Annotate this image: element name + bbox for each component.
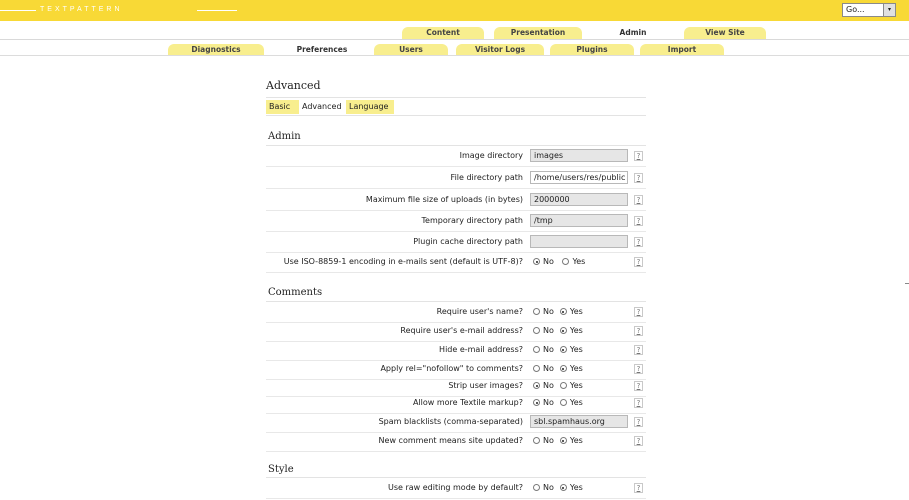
pref-label: Require user's e-mail address? xyxy=(400,326,523,335)
help-icon[interactable]: ? xyxy=(634,195,643,205)
temp-directory-field[interactable]: /tmp xyxy=(530,214,628,227)
radio-no[interactable] xyxy=(533,382,540,389)
pref-label: New comment means site updated? xyxy=(378,436,523,445)
section-title-style: Style xyxy=(268,464,294,475)
divider xyxy=(266,477,646,478)
tab-content[interactable]: Content xyxy=(402,27,484,39)
pref-tab-basic[interactable]: Basic xyxy=(266,100,299,114)
pref-row-temp-directory xyxy=(266,212,646,232)
pref-row-file-directory xyxy=(266,169,646,189)
radio-no[interactable] xyxy=(533,437,540,444)
brand-line-left xyxy=(0,10,36,11)
help-icon[interactable]: ? xyxy=(634,173,643,183)
pref-row-hide-email: Hide e-mail address? No Yes ? xyxy=(266,341,646,361)
divider xyxy=(266,115,646,116)
tab-users[interactable]: Users xyxy=(374,44,448,55)
pref-row-textile-markup: Allow more Textile markup? No Yes ? xyxy=(266,394,646,414)
radio-no[interactable] xyxy=(533,399,540,406)
help-icon[interactable]: ? xyxy=(634,417,643,427)
pref-row-require-email: Require user's e-mail address? No Yes ? xyxy=(266,322,646,342)
help-icon[interactable]: ? xyxy=(634,326,643,336)
plugin-cache-field[interactable] xyxy=(530,235,628,248)
help-icon[interactable]: ? xyxy=(634,237,643,247)
help-icon[interactable]: ? xyxy=(634,216,643,226)
pref-row-strip-images: Strip user images? No Yes ? xyxy=(266,377,646,397)
tab-presentation[interactable]: Presentation xyxy=(494,27,582,39)
radio-yes[interactable] xyxy=(560,365,567,372)
tab-visitor-logs[interactable]: Visitor Logs xyxy=(456,44,544,55)
radio-yes[interactable] xyxy=(560,399,567,406)
help-icon[interactable]: ? xyxy=(634,381,643,391)
brand-line-right xyxy=(197,10,237,11)
pref-row-require-name: Require user's name? No Yes ? xyxy=(266,303,646,323)
radio-no[interactable] xyxy=(533,308,540,315)
pref-row-nofollow: Apply rel="nofollow" to comments? No Yes ? xyxy=(266,360,646,380)
tab-admin[interactable]: Admin xyxy=(592,27,674,39)
pref-row-iso-encoding: Use ISO-8859-1 encoding in e-mails sent (default is UTF-8)? No Yes ? xyxy=(266,253,646,273)
pref-label: Apply rel="nofollow" to comments? xyxy=(380,364,523,373)
help-icon[interactable]: ? xyxy=(634,436,643,446)
help-icon[interactable]: ? xyxy=(634,307,643,317)
pref-label: Maximum file size of uploads (in bytes) xyxy=(365,195,523,204)
divider xyxy=(266,301,646,302)
pref-label: Use ISO-8859-1 encoding in e-mails sent (default is UTF-8)? xyxy=(283,257,523,266)
help-icon[interactable]: ? xyxy=(634,151,643,161)
pref-label: Require user's name? xyxy=(436,307,523,316)
radio-yes[interactable] xyxy=(560,437,567,444)
section-title-comments: Comments xyxy=(268,287,323,298)
radio-yes[interactable] xyxy=(560,484,567,491)
go-select[interactable] xyxy=(842,3,896,17)
section-title-admin: Admin xyxy=(268,131,301,142)
image-directory-field[interactable]: images xyxy=(530,149,628,162)
radio-no[interactable] xyxy=(533,484,540,491)
radio-no[interactable] xyxy=(533,365,540,372)
pref-label: Plugin cache directory path xyxy=(413,237,523,246)
pref-label: File directory path xyxy=(450,173,523,182)
pref-tab-language[interactable]: Language xyxy=(346,100,394,114)
page-title: Advanced xyxy=(266,79,321,92)
go-select-value: Go... xyxy=(846,5,865,14)
scrollbar-marker xyxy=(905,283,909,284)
divider xyxy=(266,145,646,146)
pref-label: Use raw editing mode by default? xyxy=(387,483,523,492)
radio-yes[interactable] xyxy=(560,382,567,389)
tab-import[interactable]: Import xyxy=(640,44,724,55)
pref-label: Allow more Textile markup? xyxy=(412,398,523,407)
pref-label: Spam blacklists (comma-separated) xyxy=(378,417,523,426)
file-directory-field[interactable]: /home/users/res/public xyxy=(530,171,628,184)
brand-logo: TEXTPATTERN xyxy=(40,6,123,13)
radio-yes[interactable] xyxy=(560,346,567,353)
help-icon[interactable]: ? xyxy=(634,483,643,493)
help-icon[interactable]: ? xyxy=(634,398,643,408)
sub-tab-bar xyxy=(0,40,909,56)
radio-yes[interactable] xyxy=(560,327,567,334)
radio-yes[interactable] xyxy=(560,308,567,315)
pref-row-plugin-cache xyxy=(266,233,646,253)
chevron-down-icon[interactable]: ▾ xyxy=(883,4,895,16)
pref-row-max-upload xyxy=(266,191,646,211)
pref-label: Temporary directory path xyxy=(421,216,523,225)
pref-label: Image directory xyxy=(459,151,523,160)
spam-blacklists-field[interactable]: sbl.spamhaus.org xyxy=(530,415,628,428)
radio-no[interactable] xyxy=(533,327,540,334)
help-icon[interactable]: ? xyxy=(634,345,643,355)
divider xyxy=(266,97,646,98)
radio-yes[interactable] xyxy=(562,258,569,265)
pref-row-spam-blacklists xyxy=(266,413,646,433)
radio-no[interactable] xyxy=(533,258,540,265)
help-icon[interactable]: ? xyxy=(634,364,643,374)
pref-tab-advanced[interactable]: Advanced xyxy=(302,102,342,111)
top-bar xyxy=(0,0,909,21)
pref-label: Strip user images? xyxy=(448,381,523,390)
tab-view-site[interactable]: View Site xyxy=(684,27,766,39)
pref-row-raw-editing: Use raw editing mode by default? No Yes ? xyxy=(266,479,646,499)
help-icon[interactable]: ? xyxy=(634,257,643,267)
tab-plugins[interactable]: Plugins xyxy=(550,44,634,55)
pref-row-image-directory xyxy=(266,147,646,167)
max-upload-field[interactable]: 2000000 xyxy=(530,193,628,206)
pref-label: Hide e-mail address? xyxy=(439,345,523,354)
tab-preferences[interactable]: Preferences xyxy=(276,44,368,55)
radio-no[interactable] xyxy=(533,346,540,353)
tab-diagnostics[interactable]: Diagnostics xyxy=(168,44,264,55)
pref-row-comment-updates-site: New comment means site updated? No Yes ? xyxy=(266,432,646,452)
